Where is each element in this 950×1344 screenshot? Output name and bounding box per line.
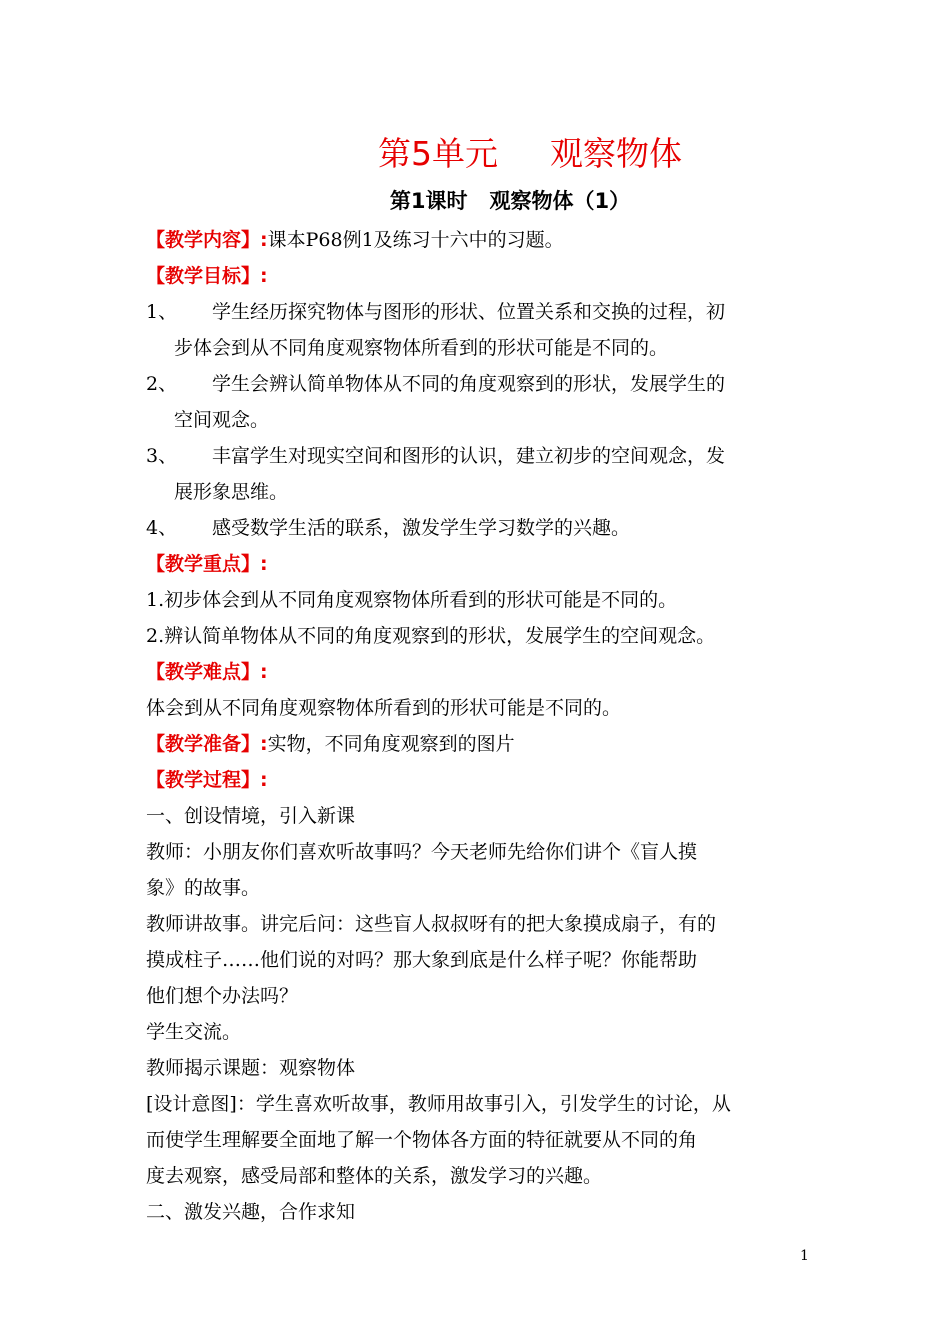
process-line: 摸成柱子……他们说的对吗？那大象到底是什么样子呢？你能帮助	[146, 949, 698, 971]
objective-item-1	[146, 294, 811, 366]
document-body	[146, 222, 811, 1230]
objective-item-2	[146, 366, 811, 438]
difficulty-heading	[146, 654, 811, 690]
content-text: 课本P68例1及练习十六中的习题。	[267, 229, 564, 251]
process-line: [设计意图]：学生喜欢听故事，教师用故事引入，引发学生的讨论，从	[146, 1093, 731, 1115]
process-line: 教师：小朋友你们喜欢听故事吗？今天老师先给你们讲个《盲人摸	[146, 841, 698, 863]
preparation-section	[146, 726, 811, 762]
objectives-heading	[146, 258, 811, 294]
lesson-number: 第1课时	[389, 189, 468, 213]
process-line: 象》的故事。	[146, 877, 261, 899]
content-section	[146, 222, 811, 258]
objective-text: 学生会辨认简单物体从不同的角度观察到的形状，发展学生的	[212, 373, 726, 395]
objective-number: 3、	[146, 445, 178, 467]
objective-text: 丰富学生对现实空间和图形的认识，建立初步的空间观念，发	[212, 445, 726, 467]
preparation-label: 【教学准备】:	[146, 733, 268, 755]
key-points-label: 【教学重点】:	[146, 553, 268, 575]
objective-number: 1、	[146, 301, 178, 323]
process-label: 【教学过程】:	[146, 769, 268, 791]
objective-text-cont: 展形象思维。	[174, 481, 289, 503]
objective-text: 学生经历探究物体与图形的形状、位置关系和交换的过程，初	[212, 301, 726, 323]
process-line: 二、激发兴趣，合作求知	[146, 1201, 356, 1223]
objective-item-4	[146, 510, 811, 546]
content-label: 【教学内容】:	[146, 229, 268, 251]
objective-item-3	[146, 438, 811, 510]
lesson-topic: 观察物体（1）	[489, 189, 631, 213]
objective-number: 2、	[146, 373, 178, 395]
unit-topic: 观察物体	[550, 134, 682, 173]
process-line: 教师揭示课题：观察物体	[146, 1057, 356, 1079]
objective-text: 感受数学生活的联系，激发学生学习数学的兴趣。	[212, 517, 631, 539]
objective-number: 4、	[146, 517, 178, 539]
process-line: 他们想个办法吗？	[146, 985, 299, 1007]
difficulty-text: 体会到从不同角度观察物体所看到的形状可能是不同的。	[146, 697, 622, 719]
key-point-item: 2.辨认简单物体从不同的角度观察到的形状，发展学生的空间观念。	[146, 625, 716, 647]
unit-title	[0, 128, 950, 175]
preparation-text: 实物，不同角度观察到的图片	[267, 733, 515, 755]
unit-number: 第5单元	[378, 134, 498, 173]
difficulty-label: 【教学难点】:	[146, 661, 268, 683]
objective-text-cont: 空间观念。	[174, 409, 270, 431]
key-points-heading	[146, 546, 811, 582]
process-line: 学生交流。	[146, 1021, 242, 1043]
objective-text-cont: 步体会到从不同角度观察物体所看到的形状可能是不同的。	[174, 337, 669, 359]
process-line: 而使学生理解要全面地了解一个物体各方面的特征就要从不同的角	[146, 1129, 698, 1151]
process-line: 教师讲故事。讲完后问：这些盲人叔叔呀有的把大象摸成扇子，有的	[146, 913, 717, 935]
lesson-title	[0, 185, 950, 215]
objectives-label: 【教学目标】:	[146, 265, 268, 287]
process-line: 一、创设情境，引入新课	[146, 805, 356, 827]
key-point-item: 1.初步体会到从不同角度观察物体所看到的形状可能是不同的。	[146, 589, 678, 611]
process-heading	[146, 762, 811, 798]
process-line: 度去观察，感受局部和整体的关系，激发学习的兴趣。	[146, 1165, 603, 1187]
page-number: 1	[800, 1248, 809, 1264]
